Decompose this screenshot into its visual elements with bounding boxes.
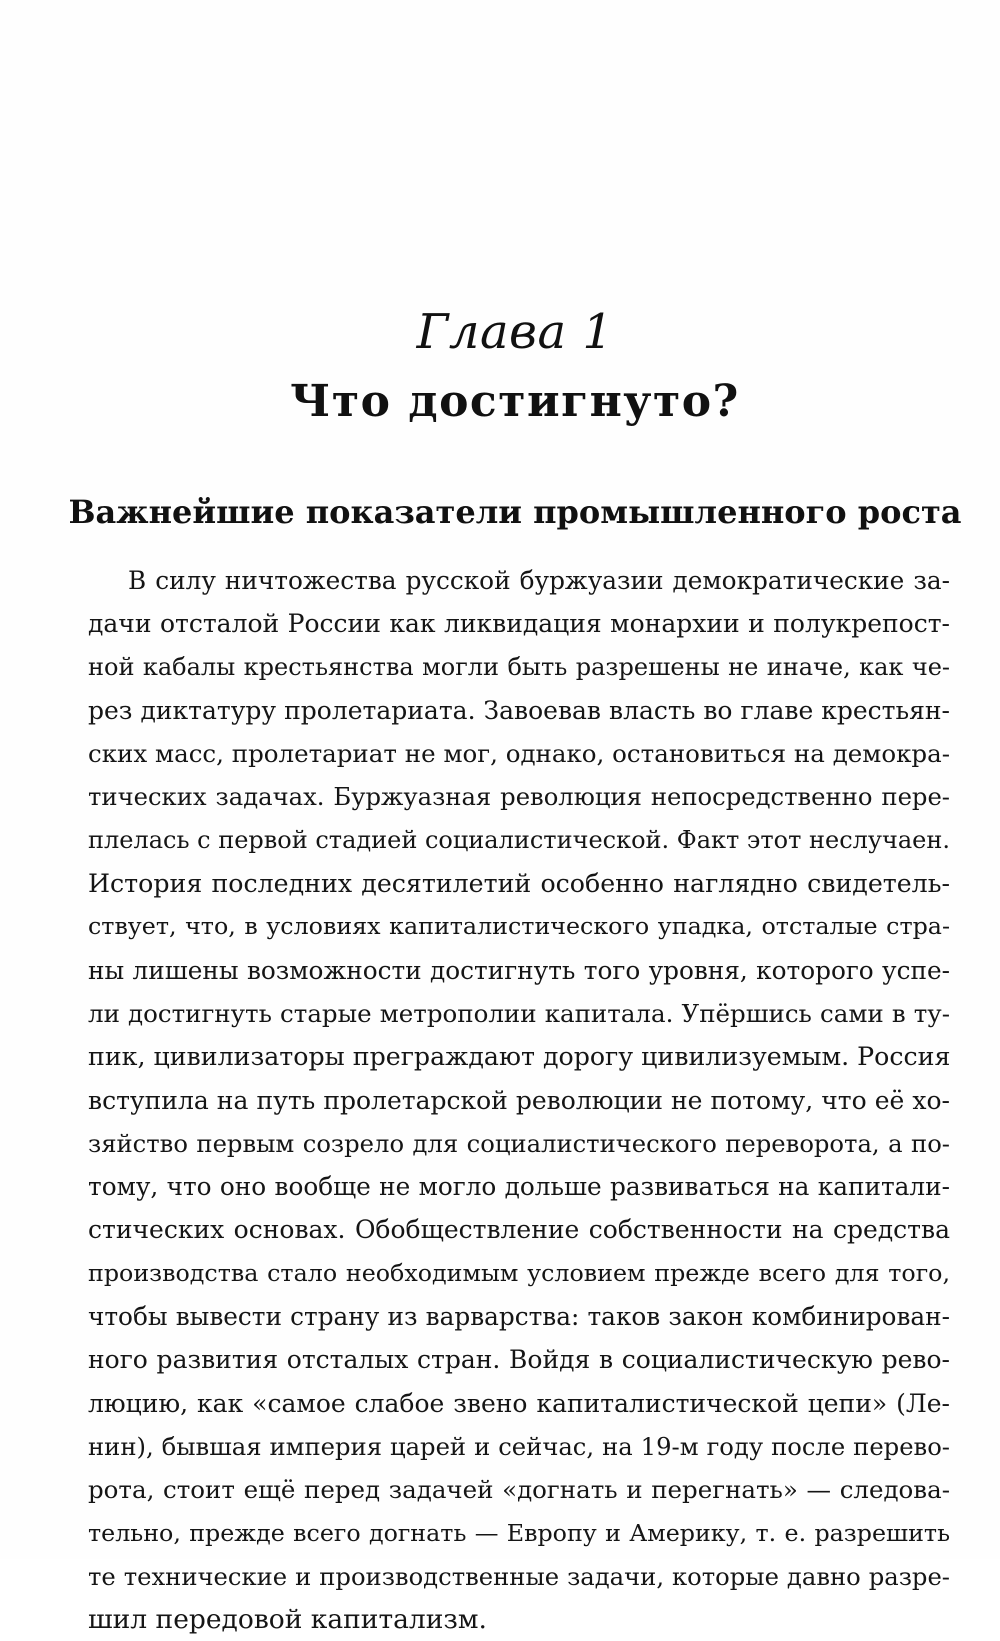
text-line: ной кабалы крестьянства могли быть разрешены не иначе, как че-: [88, 652, 950, 681]
text-line: те технические и производственные задачи, которые давно разре-: [88, 1561, 950, 1591]
text-line: плелась с первой стадией социалистической. Факт этот неслучаен.: [88, 825, 951, 854]
text-line: тому, что оно вообще не могло дольше развиваться на капитали-: [88, 1172, 950, 1202]
body-paragraph: [88, 559, 950, 1641]
text-line: ских масс, пролетариат не мог, однако, остановиться на демокра-: [88, 739, 950, 769]
text-line: ного развития отсталых стран. Войдя в социалистическую рево-: [88, 1345, 950, 1375]
text-line: ны лишены возможности достигнуть того уровня, которого успе-: [88, 955, 950, 985]
text-line: производства стало необходимым условием прежде всего для того,: [88, 1258, 950, 1287]
text-line: В силу ничтожества русской буржуазии демократические за-: [128, 566, 950, 595]
text-line: нин), бывшая империя царей и сейчас, на 19-м году после перево-: [88, 1431, 950, 1461]
chapter-title: Что достигнуто?: [290, 376, 740, 427]
section-heading: Важнейшие показатели промышленного роста: [68, 493, 962, 531]
text-line: ли достигнуть старые метрополии капитала. Упёршись сами в ту-: [88, 998, 950, 1028]
text-line: рота, стоит ещё перед задачей «догнать и перегнать» — следова-: [88, 1475, 950, 1505]
text-line: люцию, как «самое слабое звено капиталистической цепи» (Ле-: [88, 1388, 950, 1418]
text-line: История последних десятилетий особенно наглядно свидетель-: [88, 869, 950, 899]
text-line: дачи отсталой России как ликвидация монархии и полукрепост-: [88, 609, 950, 639]
text-line: тических задачах. Буржуазная революция непосредственно пере-: [88, 782, 950, 812]
text-line: чтобы вывести страну из варварства: таков закон комбинирован-: [88, 1302, 950, 1332]
text-line: стических основах. Обобществление собственности на средства: [88, 1215, 950, 1245]
text-line: зяйство первым созрело для социалистического переворота, а по-: [88, 1128, 950, 1158]
text-line: ствует, что, в условиях капиталистического упадка, отсталые стра-: [88, 912, 950, 941]
chapter-label: Глава 1: [416, 304, 614, 360]
text-line: рез диктатуру пролетариата. Завоевав власть во главе крестьян-: [88, 695, 950, 725]
text-line: шил передовой капитализм.: [88, 1604, 487, 1636]
text-line: вступила на путь пролетарской революции не потому, что её хо-: [88, 1085, 950, 1115]
text-line: пик, цивилизаторы преграждают дорогу цивилизуемым. Россия: [88, 1042, 951, 1072]
text-line: тельно, прежде всего догнать — Европу и Америку, т. е. разрешить: [88, 1518, 950, 1547]
